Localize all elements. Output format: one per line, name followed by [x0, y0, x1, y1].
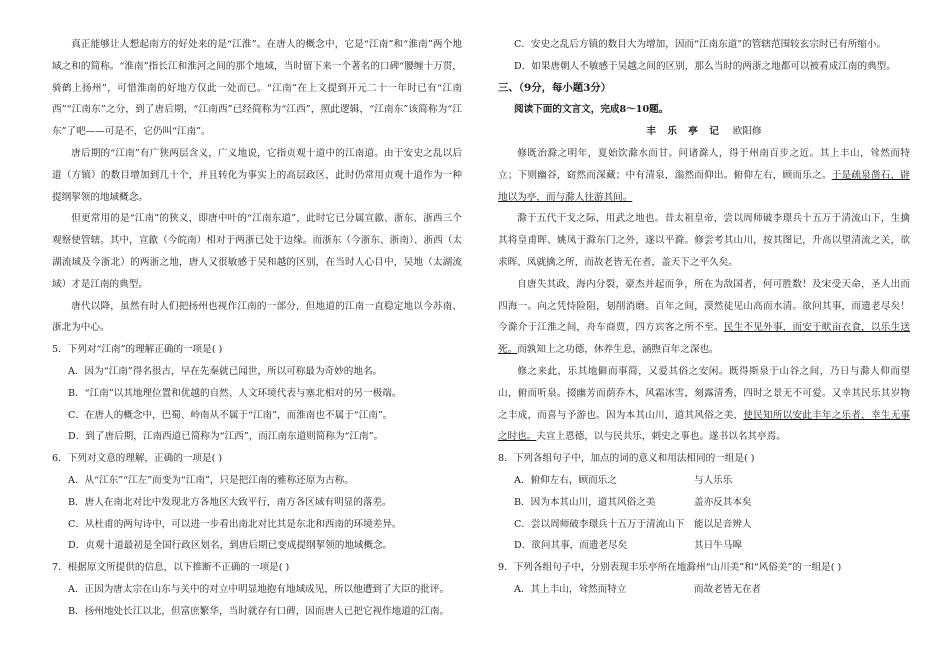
option-right: 而故老皆无在者 [694, 583, 762, 595]
essay-p4-text: 修之来此，乐其地僻而事简，又爱其俗之安闲。既得斯泉于山谷之间，乃日与滁人仰而望山，俯而听泉。掇幽芳而荫乔木，风霜冰雪，刻露清秀，四时之景无不可爱。又幸其民乐其岁物之丰成，而喜与予游也。因为本其山川，道其风俗之美， [498, 365, 910, 421]
question-8-option-c [498, 514, 910, 536]
question-6-option-d: D．贞观十道最初是全国行政区划名，到唐后期已变成提纲挈领的地域概念。 [68, 540, 393, 552]
essay-paragraph-3 [498, 274, 910, 361]
question-5-option-b: B．“江南”以其地理位置和优越的自然、人文环境代表与塞北相对的另一极端。 [68, 387, 402, 399]
option-right: 能以足音辨人 [694, 518, 752, 530]
essay-paragraph-4 [498, 361, 910, 448]
question-7-option-d: D．如果唐朝人不敏感于吴越之间的区别，那么当时的两浙之地都可以被看成江南的典型。 [514, 60, 896, 72]
question-6-option-b: B．唐人在南北对比中发现北方各地区大致平行，南方各区域有明显的落差。 [68, 496, 392, 508]
reading-instruction: 阅读下面的文言文，完成8～10题。 [514, 104, 669, 116]
essay-p1-text: 修既治滁之明年，夏始饮滁水而甘。问诸滁人，得于州南百步之近。其上丰山，耸然而特立；下则幽谷，窈然而深藏；中有清泉，滃然而仰出。俯仰左右，顾而乐之。 [498, 147, 910, 181]
option-left: D．欲问其事，而遗老尽矣 [514, 540, 628, 552]
question-5-option-d: D．到了唐后期，江南西道已简称为“江西”，而江南东道则简称为“江南”。 [68, 431, 384, 443]
left-column [52, 34, 462, 623]
passage-paragraph-4: 唐代以降，虽然有时人们把扬州也视作江南的一部分，但地道的江南一直稳定地以今苏南、浙北为中心。 [52, 300, 462, 334]
question-5-option-c: C．在唐人的概念中，巴蜀、岭南从不属于“江南”，而淮南也不属于“江南”。 [68, 409, 393, 421]
option-right: 与人乐乐 [694, 474, 733, 486]
option-right: 盖亦反其本矣 [694, 496, 752, 508]
essay-paragraph-2: 滁于五代干戈之际，用武之地也。昔太祖皇帝，尝以周师破李璟兵十五万于清流山下，生擒其将皇甫晖、姚凤于滁东门之外，遂以平滁。修尝考其山川，按其图记，升高以望清流之关，欲求晖、凤就擒之所，而故老皆无在者，盖天下之平久矣。 [498, 213, 910, 268]
question-7-option-c: C．安史之乱后方镇的数目大为增加，因而“江南东道”的管辖范围较玄宗时已有所缩小。 [514, 39, 887, 50]
essay-p4-underlined: 使民知所以安此丰年之乐者，幸生无事之时也。 [498, 409, 911, 443]
question-8-option-b [498, 492, 910, 514]
essay-title [498, 121, 910, 143]
essay-paragraph-1 [498, 143, 910, 208]
essay-p1-underlined: 于是疏泉凿石，辟地以为亭，而与滁人往游其间。 [498, 169, 911, 203]
question-9: 9．下列各组句子中，分别表现丰乐亭所在地滁州“山川美”和“风俗美”的一组是( ) [498, 562, 842, 574]
question-9-option-a [498, 579, 910, 601]
question-7-option-b: B．扬州地处长江以北，但富庶繁华，当时就存有口碑，因而唐人已把它视作地道的江南。 [68, 605, 450, 617]
question-6: 6．下列对文意的理解，正确的一项是( ) [52, 453, 223, 465]
question-8: 8．下列各组句子中，加点的词的意义和用法相同的一组是( ) [498, 453, 755, 465]
passage-paragraph-1: 真正能够让人想起南方的好处来的是“江淮”。在唐人的概念中，它是“江南”和“淮南”两个地域之和的简称。“淮南”指长江和淮河之间的那个地域，当时留下来一个著名的口碑“腰缠十万贯，骑鹤上扬州”，可惜淮南的好地方仅此一处而已。“江南”在上文提到开元二十一年时已有“江南西”“江南东”之分，到了唐后期，“江南西”已经简称为“江西”，照此逻辑，“江南东”该简称为“江东”了吧——可是不，它仍叫“江南”。 [52, 39, 462, 138]
essay-p4-text-after: 夫宣上恩德，以与民共乐，刺史之事也。遂书以名其亭焉。 [536, 431, 786, 443]
essay-p3-text-after: 而孰知上之功德，休养生息，涵煦百年之深也。 [517, 344, 719, 356]
question-7-option-a: A．正因为唐太宗在山东与关中的对立中明显地抱有地域成见，所以他遭到了大臣的批评。 [68, 583, 450, 595]
question-7: 7．根据原文所提供的信息，以下推断不正确的一项是( ) [52, 562, 290, 574]
option-left: C．尝以周师破李璟兵十五万于清流山下 [514, 518, 685, 530]
right-column [498, 34, 910, 601]
passage-paragraph-2: 唐后期的“江南”有广狭两层含义，广义地说，它指贞观十道中的江南道。由于安史之乱以后道（方镇）的数目增加到几十个，并且转化为事实上的高层政区，此时仍常用贞观十道作为一种提纲挈领的地域概念。 [52, 147, 462, 203]
option-left: A．俯仰左右，顾而乐之 [514, 474, 617, 486]
section-heading: 三、（9分，每小题3分） [498, 81, 612, 94]
passage-paragraph-3: 但更常用的是“江南”的狭义，即唐中叶的“江南东道”，此时它已分属宣歙、浙东、浙西三个观察使管辖。其中，宣歙（今皖南）相对于两浙已处于边缘。而浙东（今浙东、浙南）、浙西（太湖流域及今浙北）的两浙之地，唐人又很敏感于吴和越的区别，在当时人心目中，吴地（太湖流域）才是江南的典型。 [52, 213, 462, 290]
question-5-option-a: A．因为“江南”得名很古，早在先秦就已闻世，所以可称最为奇妙的地名。 [68, 365, 383, 377]
question-5: 5．下列对“江南”的理解正确的一项是( ) [52, 344, 223, 356]
question-6-option-c: C．从杜甫的两句诗中，可以进一步看出南北对比其是东北和西南的环境差异。 [68, 518, 402, 530]
essay-p3-text: 自唐失其政，海内分裂，豪杰并起而争，所在为敌国者，何可胜数！及宋受天命，圣人出而四海一。向之凭恃险阻，刬削消磨。百年之间，漠然徒见山高而水清。欲问其事，而遗老尽矣！今滁介于江淮之间，舟车商贾，四方宾客之所不至。 [498, 278, 910, 334]
question-8-option-a [498, 470, 910, 492]
option-right: 其日牛马嗥 [694, 540, 742, 552]
essay-title-text: 丰 乐 亭 记 [646, 126, 723, 138]
question-8-option-d [498, 535, 910, 557]
essay-author: 欧阳修 [732, 126, 762, 138]
question-6-option-a: A．从“江东”“江左”而变为“江南”，只是把江南的雅称还原为古称。 [68, 474, 354, 486]
option-left: A．其上丰山，耸然而特立 [514, 583, 627, 595]
essay-p3-underlined: 民生不见外事，而安于畎亩衣食，以乐生送死。 [498, 322, 911, 356]
option-left: B．因为本其山川，道其风俗之美 [514, 496, 656, 508]
